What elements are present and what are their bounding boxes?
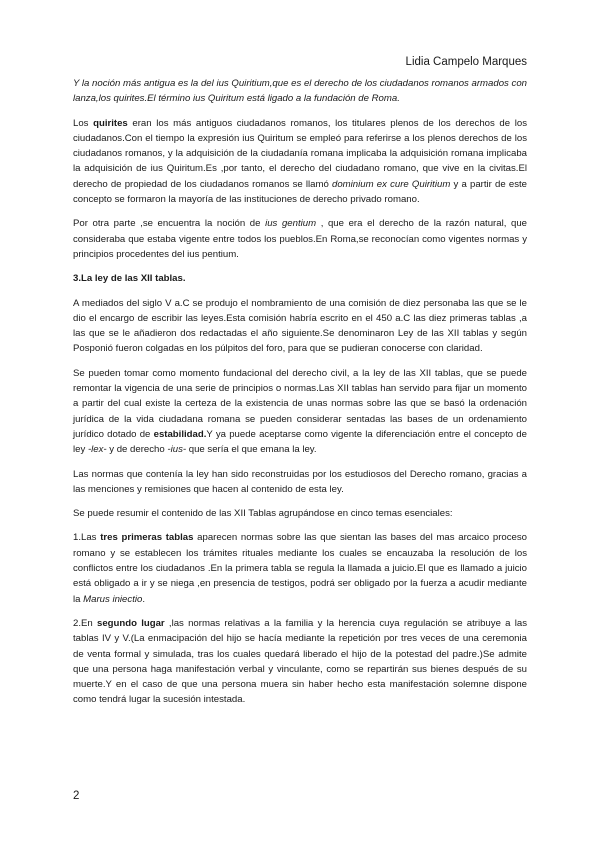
bold-term-segundo-lugar: segundo lugar [96, 617, 165, 629]
text-run: Los [73, 117, 94, 129]
text-run: . [142, 593, 145, 605]
text-run: Y ya puede aceptarse como vigente la diferenciación entre el concepto de ley [73, 428, 527, 456]
text-run: y a partir de este concepto se formaron la mayoría de las instituciones de derecho privado romano. [73, 178, 527, 206]
text-run: 2.En [73, 617, 97, 629]
text-run: eran los más antiguos ciudadanos romanos, los titulares plenos de los derechos de los ciudadanos.Con el tiempo la expresión ius Quiritum se empleó para referirse a los plenos derechos de los ciudadanos romanos, y la adquisición de la ciudadanía romana implicaba la adquisición romana implicaba la adquisición de ius Quiritum.Es ,por tanto, el derecho del ciudadano romano, que vive en la civitas.El derecho de propiedad de los ciudadanos romanos se llamó [73, 117, 527, 190]
page-header-author: Lidia Campelo Marques [405, 56, 527, 68]
intro-paragraph: Y la noción más antigua es la del ius Quiritium,que es el derecho de los ciudadanos romanos armados con lanza,los quirites.El término ius Quiritum está ligado a la fundación de Roma. [73, 78, 527, 105]
text-run: y de derecho [106, 444, 168, 456]
paragraph-derecho-civil [73, 366, 527, 458]
paragraph-reconstruccion: Las normas que contenía la ley han sido reconstruidas por los estudiosos del Derecho romano, gracias a las menciones y remisiones que hacen al contenido de esta ley. [73, 468, 527, 495]
italic-term-ius: -ius- [167, 444, 187, 456]
document-body [73, 76, 527, 717]
section-heading: 3.La ley de las XII tablas. [73, 273, 186, 285]
text-run: Por otra parte ,se encuentra la noción de [73, 218, 266, 230]
text-run: aparecen normas sobre las que sientan las bases del mas arcaico proceso romano y se establecen los trámites rituales mediante los cuales se encauzaba la resolución de los conflictos entre los ciudadanos .En la primera tabla se regula la llamada a juicio.El que es llamado a juicio está obligado a ir y se niega ,en presencia de testigos, podrá ser obligado por la fuerza a acudir mediante la [73, 532, 528, 605]
text-run: , que era el derecho de la razón natural, que consideraba que estaba vigente entre todos los pueblos.En Roma,se reconocían como vigentes normas y principios procedentes del ius pentium. [73, 218, 527, 260]
italic-term-marus-iniectio: Marus iniectio [83, 593, 143, 605]
paragraph-ius-gentium [73, 216, 527, 262]
paragraph-resumen: Se puede resumir el contenido de las XII Tablas agrupándose en cinco temas esenciales: [73, 508, 453, 520]
italic-term-dominium: dominium ex cure Quiritium [332, 178, 451, 190]
text-run: que sería el que emana la ley. [186, 444, 317, 456]
paragraph-comision: A mediados del siglo V a.C se produjo el nombramiento de una comisión de diez personaba las que se le dio el encargo de escribir las leyes.Esta comisión habría escrito en el 450 a.C las diez primeras tablas ,a las que se le añadieron dos redactadas el año siguiente.Se denominaron Ley de las XII tablas y según Posponió fueron colgadas en los púlpitos del foro, para que se pudieran conocerse con claridad. [73, 297, 527, 355]
bold-term-quirites: quirites [93, 117, 128, 129]
page-number: 2 [73, 790, 80, 802]
text-run: ,las normas relativas a la familia y la herencia cuya regulación se atribuye a las tablas IV y V.(La enmacipación del hijo se hacía mediante la repetición por tres veces de una ceremonia de venta formal y simulada, tras los cuales quedará liberado el hijo de la potestad del padre.)Se admite que una persona haga manifestación verbal y vinculante, como se repartirán sus bienes después de su muerte.Y en el caso de que una persona muera sin haber hecho esta manifestación solemne dispone como tendrá lugar la sucesión intestada. [73, 617, 527, 706]
text-run: Se pueden tomar como momento fundacional del derecho civil, a la ley de las XII tablas, que se puede remontar la vigencia de una serie de principios o normas.Las XII tablas han servido para fijar un momento a partir del cual existe la certeza de la existencia de unas normas sobre las que se basó la ordenación jurídica de la vida ciudadana romana se pueden considerar sentadas las bases de un ordenamiento jurídico dotado de [73, 367, 527, 440]
text-run: 1.Las [73, 532, 101, 544]
italic-term-lex: -lex- [87, 444, 107, 456]
bold-term-tres-primeras-tablas: tres primeras tablas [100, 532, 194, 544]
paragraph-tres-primeras-tablas [73, 530, 527, 606]
bold-term-estabilidad: estabilidad. [153, 428, 207, 440]
paragraph-quirites [73, 116, 527, 208]
paragraph-segundo-lugar [73, 616, 527, 708]
italic-term-ius-gentium: ius gentium [265, 218, 317, 230]
